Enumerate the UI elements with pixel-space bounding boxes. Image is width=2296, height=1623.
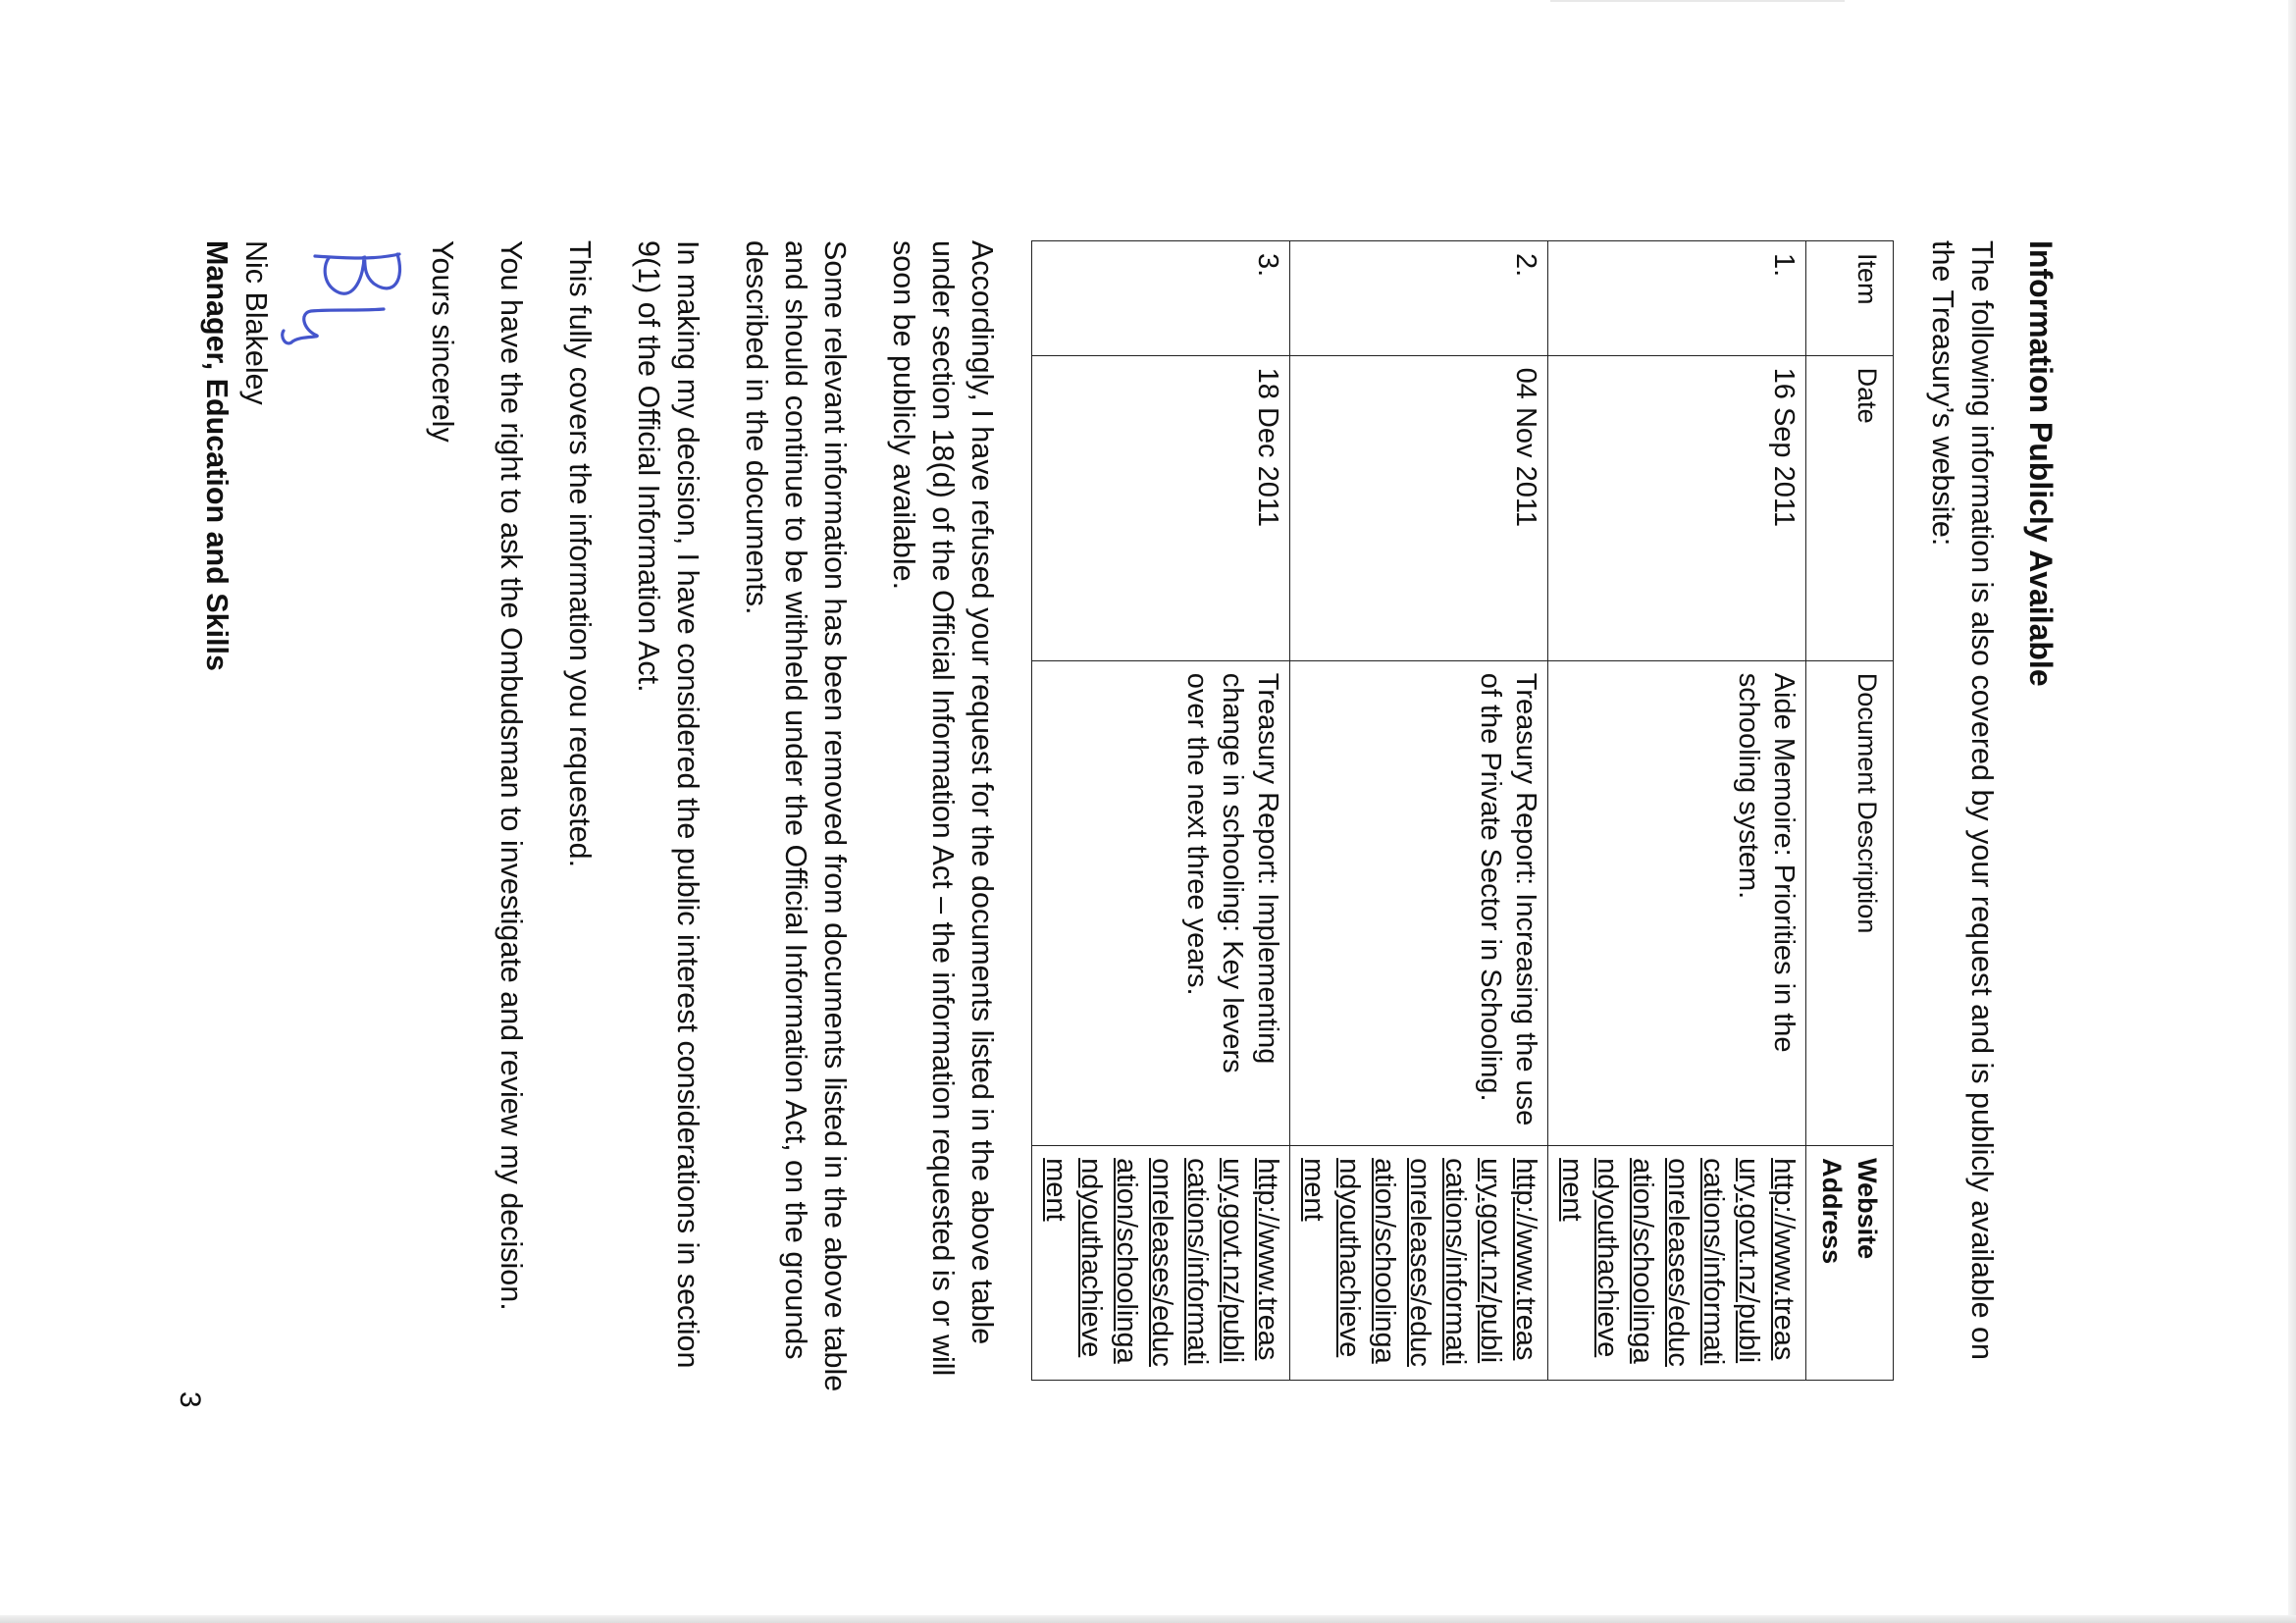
signatory-title: Manager, Education and Skills <box>200 240 234 671</box>
coverage-paragraph: This fully covers the information you requested. <box>563 240 597 868</box>
table-row <box>1548 241 1806 1381</box>
cell-item: 2. <box>1290 241 1548 356</box>
page-content <box>197 240 2061 1398</box>
table-header-row <box>1806 241 1894 1381</box>
cell-item: 1. <box>1548 241 1806 356</box>
signatory-name: Nic Blakeley <box>239 240 273 405</box>
cell-description: Aide Memoire: Priorities in the schooling system. <box>1548 660 1806 1145</box>
closing-salutation: Yours sincerely <box>426 240 459 443</box>
intro-paragraph: The following information is also covered by your request and is publicly available on the Treasury’s website: <box>1926 240 1999 1360</box>
table-row <box>1032 241 1290 1381</box>
ombudsman-paragraph: You have the right to ask the Ombudsman to investigate and review my decision. <box>495 240 528 1311</box>
section-heading: Information Publicly Available <box>2023 240 2059 687</box>
cell-description: Treasury Report: Implementing change in schooling: Key levers over the next three years. <box>1032 660 1290 1145</box>
cell-date: 18 Dec 2011 <box>1032 355 1290 660</box>
cell-website-link[interactable]: http://www.treasury.govt.nz/publications/informationreleases/education/schoolingandyouthachievement <box>1290 1146 1548 1381</box>
withheld-paragraph: Some relevant information has been removed from documents listed in the above table and should continue to be withheld under the Official Information Act, on the grounds described in the documents. <box>740 240 852 1392</box>
public-interest-paragraph: In making my decision, I have considered the public interest considerations in section 9(1) of the Official Information Act. <box>632 240 704 1369</box>
refusal-paragraph: Accordingly, I have refused your request for the documents listed in the above table under section 18(d) of the Official Information Act – the information requested is or will soon be publicly available. <box>887 240 999 1377</box>
cell-website-link[interactable]: http://www.treasury.govt.nz/publications/informationreleases/education/schoolingandyouthachievement <box>1548 1146 1806 1381</box>
header-date: Date <box>1806 355 1894 660</box>
table-row <box>1290 241 1548 1381</box>
cell-date: 16 Sep 2011 <box>1548 355 1806 660</box>
handwritten-signature <box>276 240 413 358</box>
header-website-address: Website Address <box>1806 1146 1894 1381</box>
cell-website-link[interactable]: http://www.treasury.govt.nz/publications/informationreleases/education/schoolingandyouthachievement <box>1032 1146 1290 1381</box>
header-item: Item <box>1806 241 1894 356</box>
cell-date: 04 Nov 2011 <box>1290 355 1548 660</box>
cell-description: Treasury Report: Increasing the use of the Private Sector in Schooling. <box>1290 660 1548 1145</box>
cell-item: 3. <box>1032 241 1290 356</box>
header-description: Document Description <box>1806 660 1894 1145</box>
page-number: 3 <box>174 1391 206 1408</box>
documents-table <box>1031 240 1894 1381</box>
